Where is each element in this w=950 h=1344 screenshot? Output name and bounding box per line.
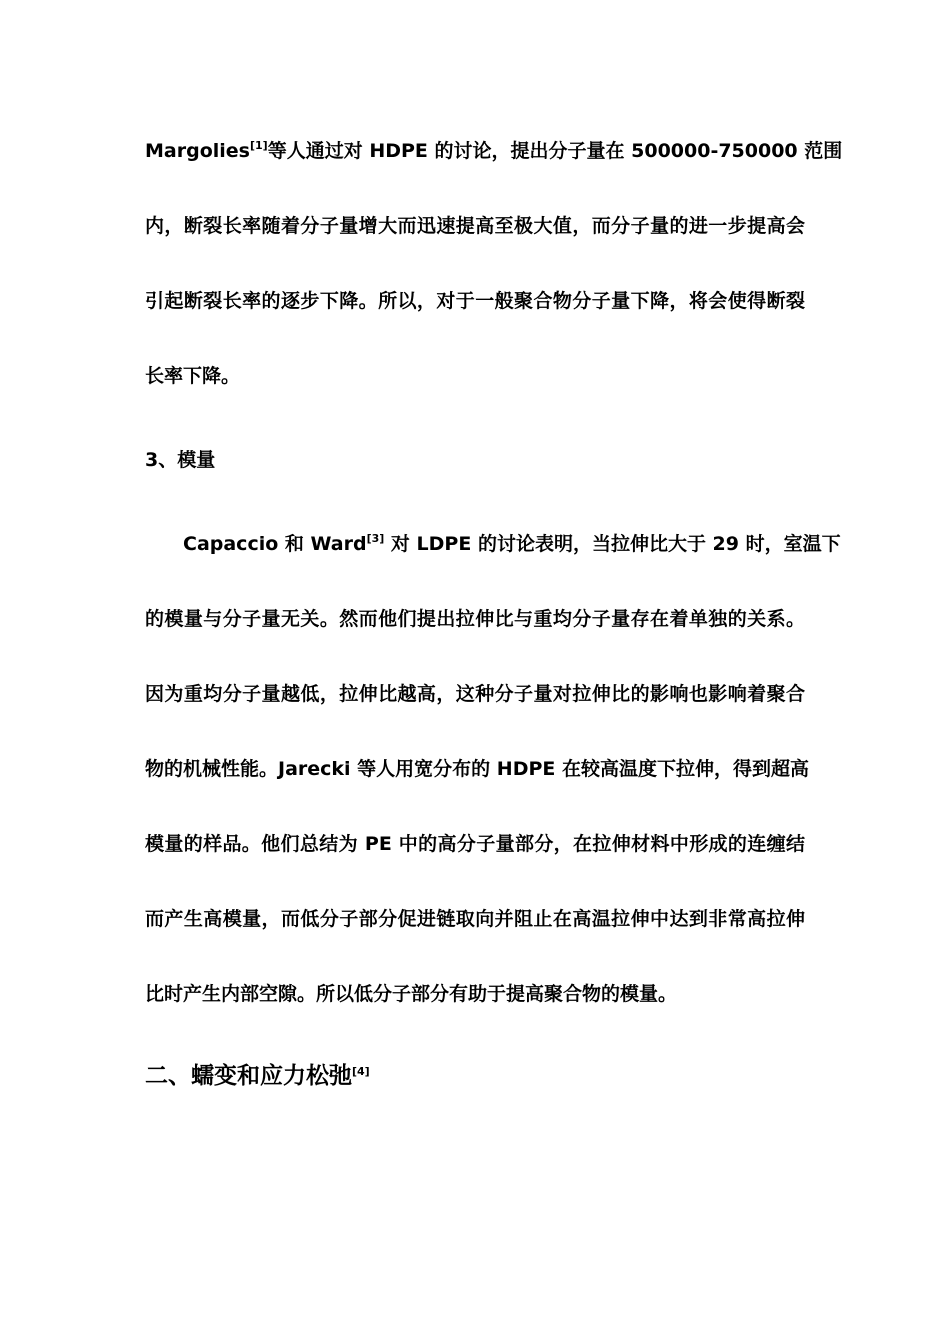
paragraph-1-line-3: 引起断裂长率的逐步下降。所以，对于一般聚合物分子量下降，将会使得断裂 [145, 290, 805, 312]
paragraph-1-line-1 [145, 139, 843, 163]
citation-ref-1: [1] [249, 139, 268, 152]
paragraph-2-line-5: 模量的样品。他们总结为 PE 中的高分子量部分，在拉伸材料中形成的连缠结 [145, 833, 805, 855]
paragraph-2-line-1 [183, 532, 841, 556]
paragraph-2-line-7: 比时产生内部空隙。所以低分子部分有助于提高聚合物的模量。 [145, 983, 678, 1005]
author-name: Margolies [145, 140, 250, 162]
paragraph-2-line-3: 因为重均分子量越低，拉伸比越高，这种分子量对拉伸比的影响也影响着聚合 [145, 683, 805, 705]
section-heading-creep-text: 二、蠕变和应力松弛 [145, 1063, 352, 1089]
section-heading-creep [145, 1062, 370, 1090]
paragraph-2-line-2: 的模量与分子量无关。然而他们提出拉伸比与重均分子量存在着单独的关系。 [145, 608, 805, 630]
paragraph-2-line-4: 物的机械性能。Jarecki 等人用宽分布的 HDPE 在较高温度下拉伸，得到超高 [145, 758, 809, 780]
paragraph-1-line-2: 内，断裂长率随着分子量增大而迅速提高至极大值，而分子量的进一步提高会 [145, 215, 805, 237]
citation-ref-3: [3] [366, 532, 385, 545]
paragraph-2-line-6: 而产生高模量，而低分子部分促进链取向并阻止在高温拉伸中达到非常高拉伸 [145, 908, 805, 930]
section-heading-modulus: 3、模量 [145, 449, 216, 471]
citation-ref-4: [4] [352, 1065, 370, 1078]
author-names: Capaccio 和 Ward [183, 533, 367, 555]
paragraph-1-line-4: 长率下降。 [145, 365, 241, 387]
paragraph-1-line-1-text: 等人通过对 HDPE 的讨论，提出分子量在 500000-750000 范围 [267, 140, 843, 162]
paragraph-2-line-1-text: 对 LDPE 的讨论表明，当拉伸比大于 29 时，室温下 [384, 533, 841, 555]
